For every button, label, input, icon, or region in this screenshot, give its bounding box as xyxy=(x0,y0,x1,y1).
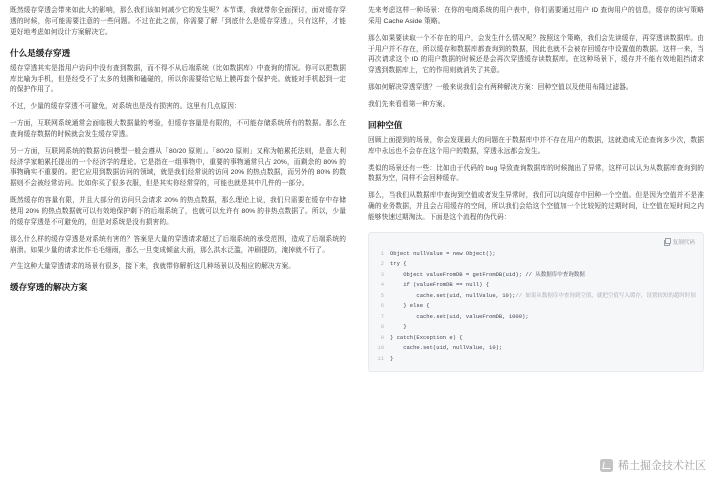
line-code-text: cache.set(uid, nullValue, 10); xyxy=(390,291,516,299)
code-line xyxy=(369,291,703,302)
paragraph: 类似的场景还有一些：比如由于代码的 bug 导致查询数据库的时候抛出了异常，这样可以认为从数据库查询到的数据为空，同样不会回种缓存。 xyxy=(368,164,704,183)
paragraph: 既然缓存穿透会带来如此大的影响，那么我们该如何减少它的发生呢？本节课，我就带你全面探讨，面对缓存穿透的时候，你可能需要注意的一些问题。不过在此之前，你需要了解「到底什么是缓存穿透」，只有这样，才能更好地考虑如何设计方案解决它。 xyxy=(10,7,346,36)
line-code: Object nullValue = new Object(); xyxy=(390,249,496,257)
line-code: Object valueFromDB = getFromDB(uid); // 从数据库中查询数据 xyxy=(390,270,585,278)
code-line xyxy=(369,270,703,281)
left-text-column xyxy=(10,6,350,477)
code-lines[interactable] xyxy=(369,249,703,365)
line-code: } xyxy=(390,354,394,362)
code-line xyxy=(369,280,703,291)
paragraph: 回顾上面提到的场景，你会发现最大的问题在于数据库中并不存在用户的数据，这就造成无论查询多少次，数据库中永远也不会存在这个用户的数据，穿透永远都会发生。 xyxy=(368,136,704,155)
line-number: 8 xyxy=(380,323,384,331)
paragraph: 既然缓存的容量有限，并且大部分的访问只会请求 20% 的热点数据，那么理论上说，我们只需要在缓存中存储使用 20% 的热点数据就可以有效地保护剩下的后端系统了，也就可以允许有 80% 的非热点数据了。所以，少量的缓存穿透是不可避免的，但是对系统是没有损害的。 xyxy=(10,197,346,226)
code-line xyxy=(369,333,703,344)
line-code: } else { xyxy=(390,302,430,310)
code-line xyxy=(369,312,703,323)
copy-code-button[interactable] xyxy=(369,237,703,249)
line-number: 4 xyxy=(380,281,384,289)
code-line xyxy=(369,343,703,354)
paragraph: 那么如果要读取一个不存在的用户，会发生什么情况呢？按照这个策略，我们会先读缓存，再穿透读数据库。由于用户并不存在，所以缓存和数据库都查询到的数据，因此也就不会被存回缓存中设置值的数据。这样一来，当再次请求这个 ID 的用户数据的时候还是会再次穿透缓存读数据库。在这种场景下，缓存并不能有效地阻挡请求穿透到数据库上，它的作用则就消失了其意。 xyxy=(368,34,704,75)
section-heading-cache-null-value: 回种空值 xyxy=(368,119,403,130)
line-number: 7 xyxy=(380,312,384,320)
right-text-column xyxy=(364,6,704,477)
code-line xyxy=(369,354,703,365)
line-number: 3 xyxy=(380,270,384,278)
paragraph: 那么，当我们从数据库中查询到空值或者发生异常时，我们可以向缓存中回种一个空值。但是因为空值并不是准确的业务数据，并且会占用缓存的空间，所以我们会给这个空值加一个比较短的过期时间，让空值在短时间之内能够快速过期淘汰。下面是这个流程的伪代码： xyxy=(368,192,704,221)
inline-comment: // 如果从数据库中查询到空值，就把空值写入缓存，设置较短的超时时间 xyxy=(515,291,696,299)
paragraph: 先来考虑这样一种场景：在你的电商系统的用户表中，你们需要通过用户 ID 查询用户的信息，缓存的读写策略采用 Cache Aside 策略。 xyxy=(368,7,704,25)
juejin-logo-icon xyxy=(600,459,613,472)
section-heading-what-is-cache-penetration: 什么是缓存穿透 xyxy=(10,47,71,58)
paragraph: 那么什么样的缓存穿透是对系统有害的？答案是大量的穿透请求超过了后端系统的承受范围，造成了后端系统的崩溃。如果少量的请求比作毛毛细雨，那么一旦变成倾盆大雨，那么洪水泛滥，冲刷提防，淹掉就不行了。 xyxy=(10,235,346,254)
copy-icon xyxy=(664,239,670,245)
line-number: 11 xyxy=(377,354,384,362)
code-line xyxy=(369,301,703,312)
line-number: 6 xyxy=(380,302,384,310)
line-code: cache.set(uid, valueFromDB, 1000); xyxy=(390,312,529,320)
watermark-text: 稀土掘金技术社区 xyxy=(618,460,706,472)
line-number: 1 xyxy=(380,249,384,257)
line-code: cache.set(uid, nullValue, 10); xyxy=(390,344,503,352)
paragraph: 一方面，互联网系统通常会面临极大数据量的考验，但缓存容量是有限的，不可能存储系统所有的数据。那么在查询缓存数据的时候就会发生缓存穿透。 xyxy=(10,120,346,138)
paragraph: 我们先来看看第一种方案。 xyxy=(368,100,450,108)
line-code xyxy=(389,291,703,302)
line-code: } xyxy=(390,323,407,331)
line-number: 10 xyxy=(377,344,384,352)
line-number: 9 xyxy=(380,333,384,341)
code-line xyxy=(369,259,703,270)
line-code: if (valueFromDB == null) { xyxy=(390,281,490,289)
line-code: } catch(Exception e) { xyxy=(390,333,463,341)
line-number: 2 xyxy=(380,260,384,268)
paragraph: 缓存穿透其实是指用户访问中没有查到数据，而不得不从后端系统（比如数据库）中查询的情况。你可以把数据库比喻为手机，但是经受不了太多的划撕和磕碰的，所以你需要给它贴上膜再套个保护壳。就能对手机起到一定的保护作用了。 xyxy=(10,64,346,94)
code-block xyxy=(368,232,704,372)
section-heading-solutions: 缓存穿透的解决方案 xyxy=(10,282,88,293)
line-code: try { xyxy=(390,260,407,268)
paragraph: 另一方面，互联网系统的数据访问模型一般会遵从「80/20 原则」。「80/20 原则」又称为帕累托法则，是意大利经济学家帕累托提出的一个经济学的理论。它是指在一组事物中，重要的事物通常只占 20%，而剩余的 80% 的事物确实不重要的。把它应用到数据访问的领域，就是我们经常说的访问 20% 的热点数据，而另外的 80% 的数据则不会被经常访问。比如你买了很多衣服，但是其实你经常穿的，可能也就是其中几件的一部分。 xyxy=(10,147,346,188)
watermark xyxy=(600,457,706,473)
paragraph: 产生这种大量穿透请求的场景有很多，接下来，我就带你解析这几种场景以及相应的解决方案。 xyxy=(10,263,296,271)
line-number: 5 xyxy=(380,291,384,299)
copy-code-label: 复制代码 xyxy=(672,239,695,246)
code-line xyxy=(369,322,703,333)
code-line xyxy=(369,249,703,260)
paragraph: 不过，少量的缓存穿透不可避免，对系统也是没有损害的。这里有几点原因： xyxy=(10,103,241,111)
paragraph: 那如何解决穿透穿透？一般来说我们会有两种解决方案：回种空值以及使用布隆过滤器。 xyxy=(368,84,633,92)
